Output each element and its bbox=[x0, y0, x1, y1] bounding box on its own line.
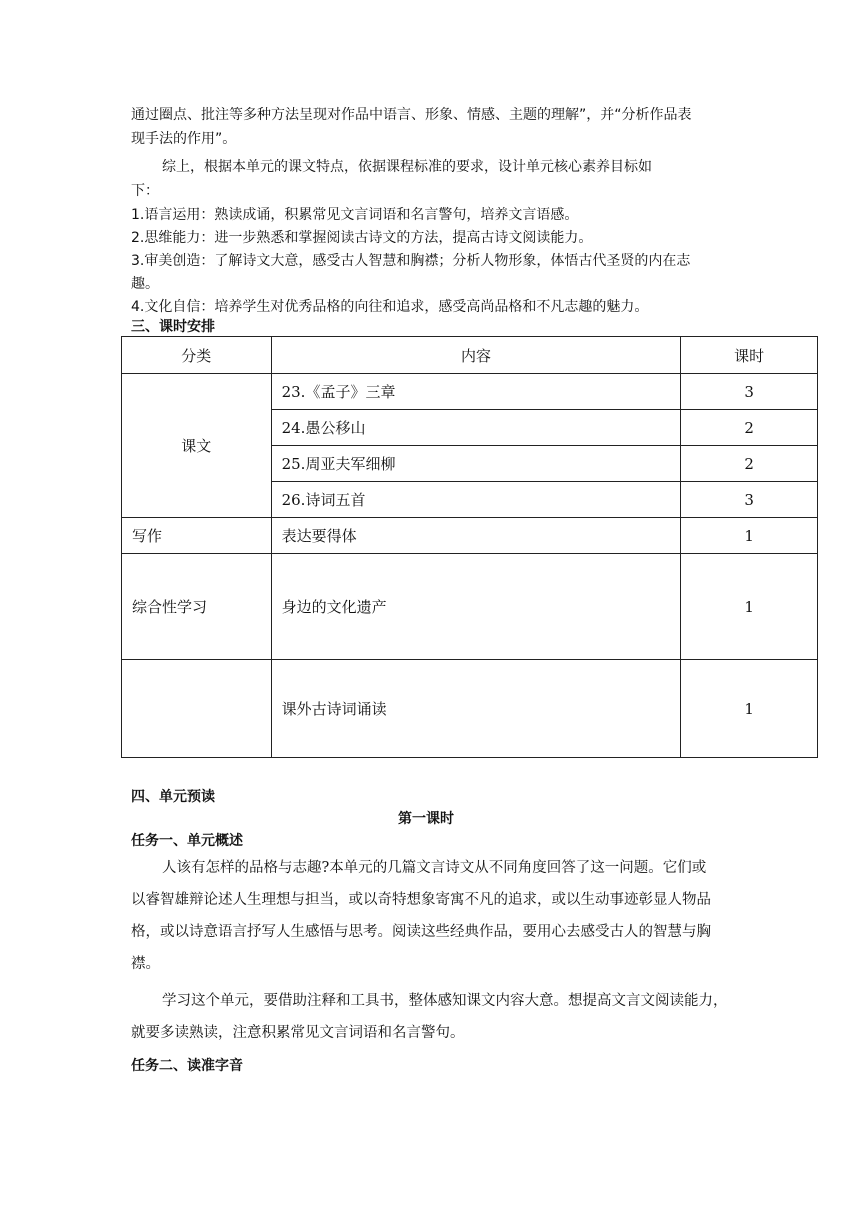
extra-hours: 1 bbox=[681, 660, 818, 758]
task1-title: 任务一、单元概述 bbox=[131, 833, 243, 849]
category-extra bbox=[122, 660, 272, 758]
task1-para2-line1: 学习这个单元，要借助注释和工具书，整体感知课文内容大意。想提高文言文阅读能力， bbox=[162, 993, 728, 1009]
task1-para2-line2: 就要多读熟读，注意积累常见文言词语和名言警句。 bbox=[131, 1025, 465, 1041]
intro-line-2: 现手法的作用”。 bbox=[131, 131, 237, 147]
lesson-25-hours: 2 bbox=[681, 446, 818, 482]
goal-language: 1.语言运用：熟读成诵，积累常见文言词语和名言警句，培养文言语感。 bbox=[131, 207, 579, 223]
schedule-table bbox=[121, 336, 818, 758]
category-texts: 课文 bbox=[122, 374, 272, 518]
table-row bbox=[122, 374, 818, 410]
header-category: 分类 bbox=[122, 337, 272, 374]
lesson-26-hours: 3 bbox=[681, 482, 818, 518]
lesson-24: 24.愚公移山 bbox=[271, 410, 681, 446]
table-header-row bbox=[122, 337, 818, 374]
goal-thinking: 2.思维能力：进一步熟悉和掌握阅读古诗文的方法，提高古诗文阅读能力。 bbox=[131, 230, 593, 246]
table-row bbox=[122, 554, 818, 660]
summary-line-2: 下： bbox=[131, 183, 159, 199]
goal-culture: 4.文化自信：培养学生对优秀品格的向往和追求，感受高尚品格和不凡志趣的魅力。 bbox=[131, 299, 649, 315]
header-content: 内容 bbox=[271, 337, 681, 374]
task1-para1-line1: 人该有怎样的品格与志趣?本单元的几篇文言诗文从不同角度回答了这一问题。它们或 bbox=[162, 860, 707, 876]
intro-line-1: 通过圈点、批注等多种方法呈现对作品中语言、形象、情感、主题的理解”，并“分析作品表 bbox=[131, 107, 692, 123]
writing-content: 表达要得体 bbox=[271, 518, 681, 554]
task1-para1-line4: 襟。 bbox=[131, 956, 160, 972]
lesson-26: 26.诗词五首 bbox=[271, 482, 681, 518]
header-hours: 课时 bbox=[681, 337, 818, 374]
task1-para1-line3: 格，或以诗意语言抒写人生感悟与思考。阅读这些经典作品，要用心去感受古人的智慧与胸 bbox=[131, 924, 711, 940]
task2-title: 任务二、读准字音 bbox=[131, 1058, 243, 1074]
lesson-title: 第一课时 bbox=[398, 811, 454, 827]
section4-title: 四、单元预读 bbox=[131, 789, 215, 805]
category-writing: 写作 bbox=[122, 518, 272, 554]
lesson-25: 25.周亚夫军细柳 bbox=[271, 446, 681, 482]
comprehensive-content: 身边的文化遗产 bbox=[271, 554, 681, 660]
comprehensive-hours: 1 bbox=[681, 554, 818, 660]
category-comprehensive: 综合性学习 bbox=[122, 554, 272, 660]
lesson-24-hours: 2 bbox=[681, 410, 818, 446]
task1-para1-line2: 以睿智雄辩论述人生理想与担当，或以奇特想象寄寓不凡的追求，或以生动事迹彰显人物品 bbox=[131, 892, 711, 908]
extra-content: 课外古诗词诵读 bbox=[271, 660, 681, 758]
lesson-23-hours: 3 bbox=[681, 374, 818, 410]
writing-hours: 1 bbox=[681, 518, 818, 554]
table-row bbox=[122, 518, 818, 554]
table-row bbox=[122, 660, 818, 758]
goal-aesthetic-cont: 趣。 bbox=[131, 276, 159, 292]
summary-line-1: 综上，根据本单元的课文特点，依据课程标准的要求，设计单元核心素养目标如 bbox=[162, 159, 652, 175]
goal-aesthetic: 3.审美创造：了解诗文大意，感受古人智慧和胸襟；分析人物形象，体悟古代圣贤的内在志 bbox=[131, 253, 691, 269]
lesson-23: 23.《孟子》三章 bbox=[271, 374, 681, 410]
section3-title: 三、课时安排 bbox=[131, 319, 215, 335]
